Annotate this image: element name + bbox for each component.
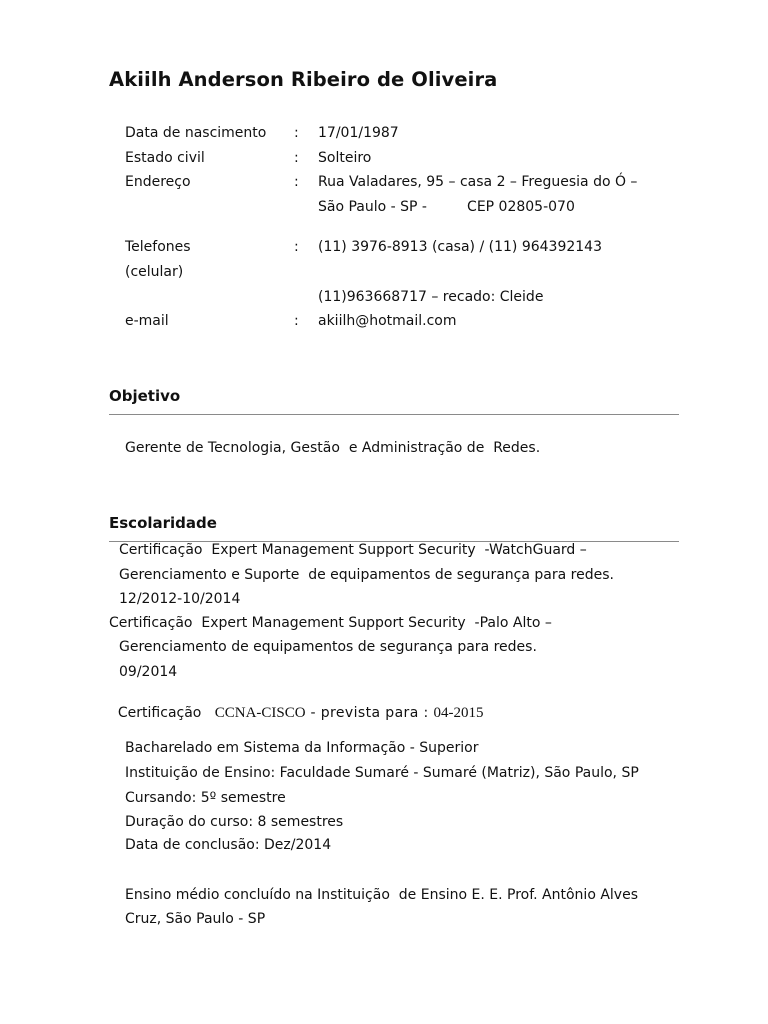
cert-1-dates: 12/2012-10/2014: [119, 591, 241, 607]
civil-label: Estado civil: [125, 150, 205, 166]
email-label: e-mail: [125, 313, 169, 329]
escolaridade-heading: Escolaridade: [109, 514, 217, 532]
colon: :: [294, 150, 299, 166]
bachelor-line-5: Data de conclusão: Dez/2014: [125, 837, 332, 853]
address-label: Endereço: [125, 174, 191, 190]
cert-3-line: [109, 689, 484, 722]
address-line-2: São Paulo - SP - CEP 02805-070: [318, 199, 575, 215]
colon: :: [294, 239, 299, 255]
page-title: Akiilh Anderson Ribeiro de Oliveira: [109, 68, 498, 91]
medio-line-1: Ensino médio concluído na Instituição de Ensino E. E. Prof. Antônio Alves: [125, 887, 638, 903]
bachelor-line-3: Cursando: 5º semestre: [125, 790, 286, 806]
cert-1-line-2: Gerenciamento e Suporte de equipamentos de segurança para redes.: [119, 567, 614, 583]
bachelor-line-1: Bacharelado em Sistema da Informação - Superior: [125, 740, 479, 756]
birth-label: Data de nascimento: [125, 125, 267, 141]
bachelor-line-4: Duração do curso: 8 semestres: [125, 814, 344, 830]
phone-value: (11) 3976-8913 (casa) / (11) 964392143: [318, 239, 602, 255]
colon: :: [294, 174, 299, 190]
medio-line-2: Cruz, São Paulo - SP: [125, 911, 266, 927]
email-value: akiilh@hotmail.com: [318, 313, 457, 329]
address-line-1: Rua Valadares, 95 – casa 2 – Freguesia do Ó –: [318, 174, 638, 190]
phone-label-continued: (celular): [125, 264, 184, 280]
colon: :: [294, 313, 299, 329]
cert-3-date: 04-2015: [433, 705, 484, 721]
cert-1-line-1: Certificação Expert Management Support Security -WatchGuard –: [119, 542, 587, 558]
objetivo-heading: Objetivo: [109, 387, 181, 405]
phone-value-2: (11)963668717 – recado: Cleide: [318, 289, 544, 305]
phone-label: Telefones: [125, 239, 191, 255]
cert-3-prefix: Certificação: [117, 705, 202, 721]
section-divider: [109, 414, 679, 415]
cert-2-line-1: Certificação Expert Management Support Security -Palo Alto –: [109, 615, 552, 631]
colon: :: [294, 125, 299, 141]
birth-value: 17/01/1987: [318, 125, 399, 141]
cert-3-mid: - prevista para :: [305, 705, 434, 721]
cert-2-dates: 09/2014: [119, 664, 178, 680]
bachelor-line-2: Instituição de Ensino: Faculdade Sumaré - Sumaré (Matriz), São Paulo, SP: [125, 765, 639, 781]
cert-3-name: CCNA-CISCO: [214, 705, 306, 721]
objetivo-text: Gerente de Tecnologia, Gestão e Administração de Redes.: [125, 440, 541, 456]
civil-value: Solteiro: [318, 150, 372, 166]
cert-2-line-2: Gerenciamento de equipamentos de segurança para redes.: [119, 639, 537, 655]
